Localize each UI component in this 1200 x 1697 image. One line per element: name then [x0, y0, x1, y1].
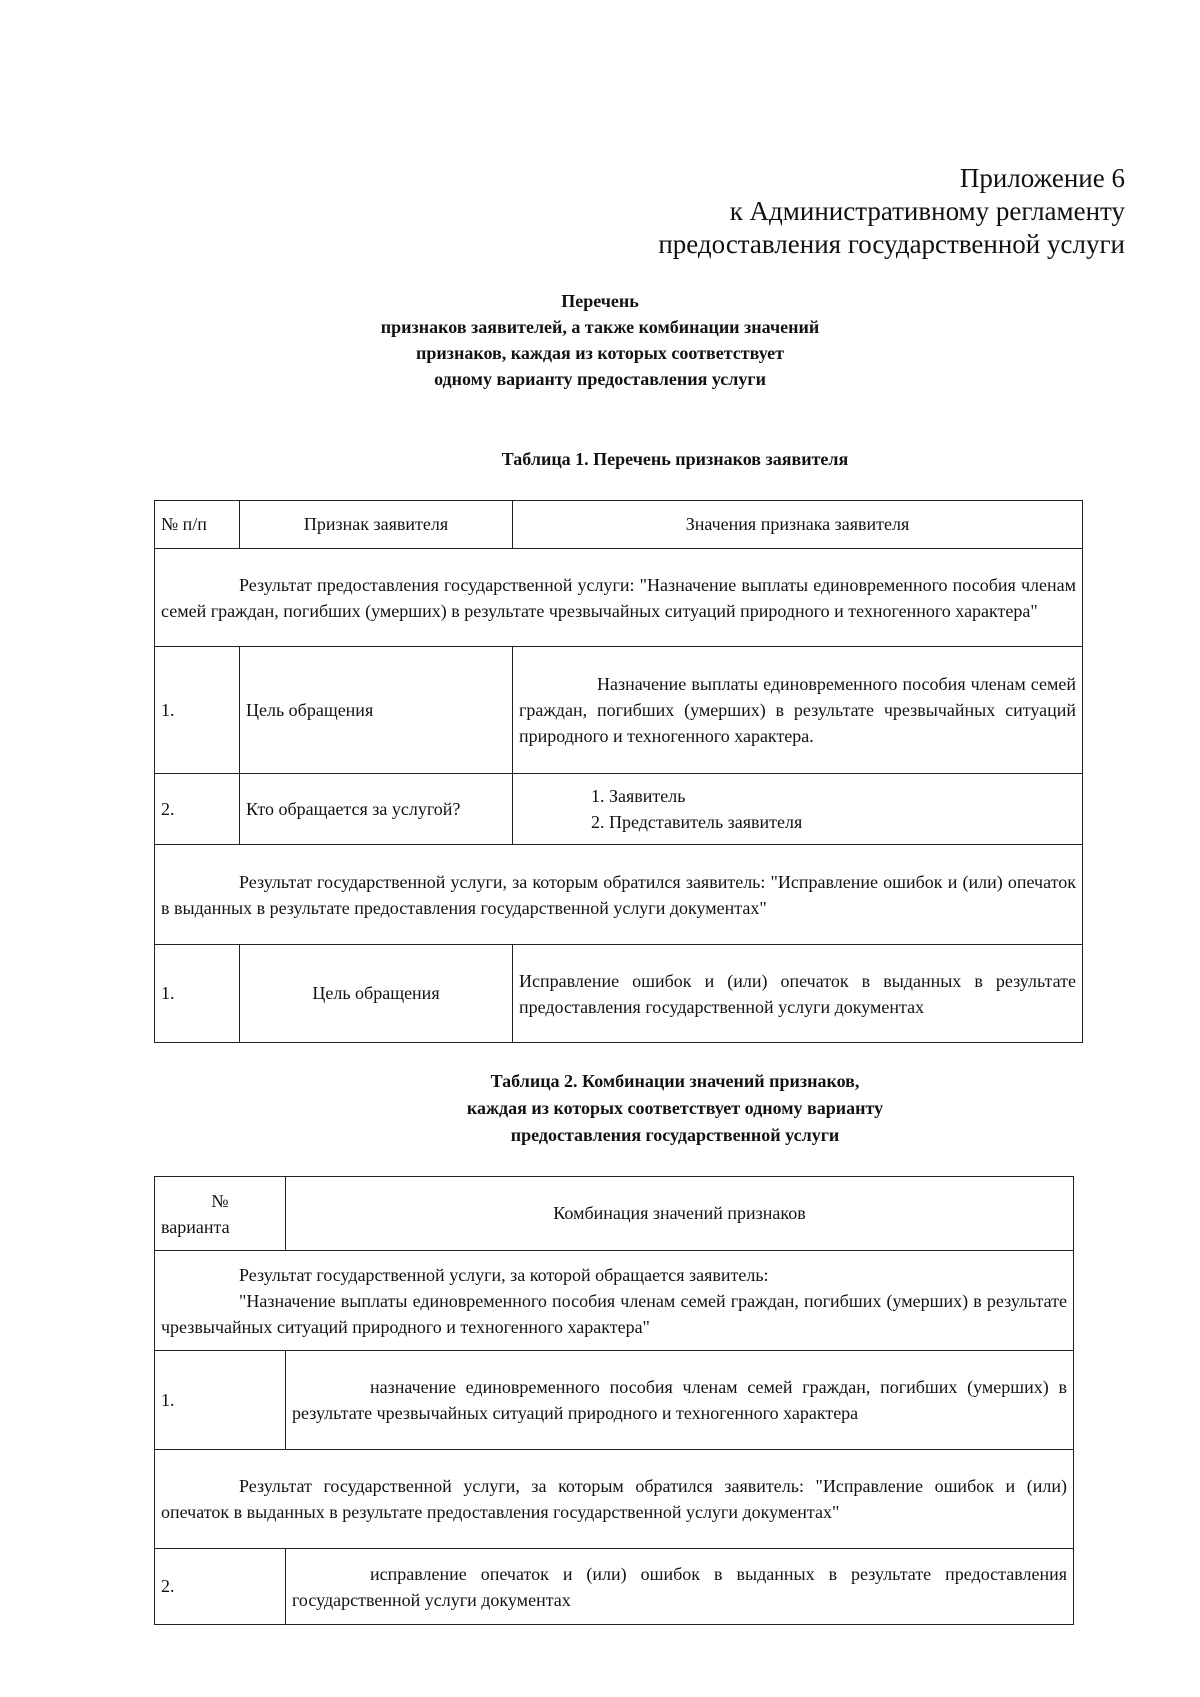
- table2-title: [0, 1068, 1200, 1149]
- table1-row1-num: 1.: [155, 647, 240, 774]
- table-row: [155, 1549, 1074, 1625]
- table2-header-combo: Комбинация значений признаков: [286, 1177, 1074, 1251]
- table1-section-row: [155, 845, 1083, 945]
- table1-applicant-signs: [154, 500, 1083, 1043]
- table2-section-row: [155, 1251, 1074, 1351]
- heading-line-3: признаков, каждая из которых соответствует: [415, 343, 784, 363]
- table2-title-line-3: предоставления государственной услуги: [510, 1125, 840, 1145]
- appendix-line-3: предоставления государственной услуги: [658, 229, 1125, 259]
- heading-line-4: одному варианту предоставления услуги: [434, 369, 766, 389]
- table2-section-row: [155, 1450, 1074, 1549]
- table-row: [155, 1351, 1074, 1450]
- appendix-line-2: к Административному регламенту: [729, 196, 1125, 226]
- table1-row2-num: 2.: [155, 774, 240, 845]
- heading-line-2: признаков заявителей, а также комбинации значений: [380, 317, 820, 337]
- table2-row2-num: 2.: [155, 1549, 286, 1625]
- table1-row3-value: Исправление ошибок и (или) опечаток в выданных в результате предоставления государственной услуги документах: [513, 945, 1083, 1043]
- table1-header-value: Значения признака заявителя: [513, 501, 1083, 549]
- table1-header-num: № п/п: [155, 501, 240, 549]
- appendix-line-1: Приложение 6: [959, 163, 1125, 193]
- table2-row1-text: назначение единовременного пособия членам семей граждан, погибших (умерших) в результате чрезвычайных ситуаций природного и техногенного характера: [286, 1351, 1074, 1450]
- table1-title: Таблица 1. Перечень признаков заявителя: [501, 449, 849, 469]
- table2-combinations: [154, 1176, 1074, 1625]
- table2-row2-text: исправление опечаток и (или) ошибок в выданных в результате предоставления государственной услуги документах: [286, 1549, 1074, 1625]
- table1-row1-sign: Цель обращения: [240, 647, 513, 774]
- table1-row2-value: [513, 774, 1083, 845]
- table2-header-num-line-1: №: [211, 1190, 229, 1211]
- document-heading: [0, 288, 1200, 392]
- table2-header-num-line-2: варианта: [161, 1216, 230, 1237]
- list-item: 2. Представитель заявителя: [591, 812, 803, 832]
- table1-section-row: [155, 549, 1083, 647]
- table-row: [155, 774, 1083, 845]
- heading-line-1: Перечень: [561, 291, 639, 311]
- table-row: [155, 647, 1083, 774]
- table2-header-row: [155, 1177, 1074, 1251]
- table2-section-1-line-1: Результат государственной услуги, за которой обращается заявитель:: [239, 1264, 769, 1285]
- table2-section-1: [155, 1251, 1074, 1351]
- table1-section-1: Результат предоставления государственной услуги: "Назначение выплаты единовременного пособия членам семей граждан, погибших (умерших) в результате чрезвычайных ситуаций природного и техногенного характера": [155, 549, 1083, 647]
- table2-header-num: [155, 1177, 286, 1251]
- table1-row3-num: 1.: [155, 945, 240, 1043]
- table2-row1-num: 1.: [155, 1351, 286, 1450]
- table1-row1-value: Назначение выплаты единовременного пособия членам семей граждан, погибших (умерших) в результате чрезвычайных ситуаций природного и техногенного характера.: [513, 647, 1083, 774]
- table2-title-line-1: Таблица 2. Комбинации значений признаков,: [490, 1071, 860, 1091]
- table-row: [155, 945, 1083, 1043]
- table1-header-sign: Признак заявителя: [240, 501, 513, 549]
- table2-title-line-2: каждая из которых соответствует одному варианту: [466, 1098, 884, 1118]
- table1-header-row: [155, 501, 1083, 549]
- table1-row2-sign: Кто обращается за услугой?: [240, 774, 513, 845]
- table1-section-2: Результат государственной услуги, за которым обратился заявитель: "Исправление ошибок и (или) опечаток в выданных в результате предоставления государственной услуги документах": [155, 845, 1083, 945]
- table1-row3-sign: Цель обращения: [240, 945, 513, 1043]
- table2-section-1-line-2: "Назначение выплаты единовременного пособия членам семей граждан, погибших (умерших) в результате чрезвычайных ситуаций природного и техногенного характера": [161, 1290, 1067, 1337]
- list-item: 1. Заявитель: [591, 786, 686, 806]
- appendix-caption: [658, 162, 1125, 261]
- table2-section-2: Результат государственной услуги, за которым обратился заявитель: "Исправление ошибок и (или) опечаток в выданных в результате предоставления государственной услуги документах": [155, 1450, 1074, 1549]
